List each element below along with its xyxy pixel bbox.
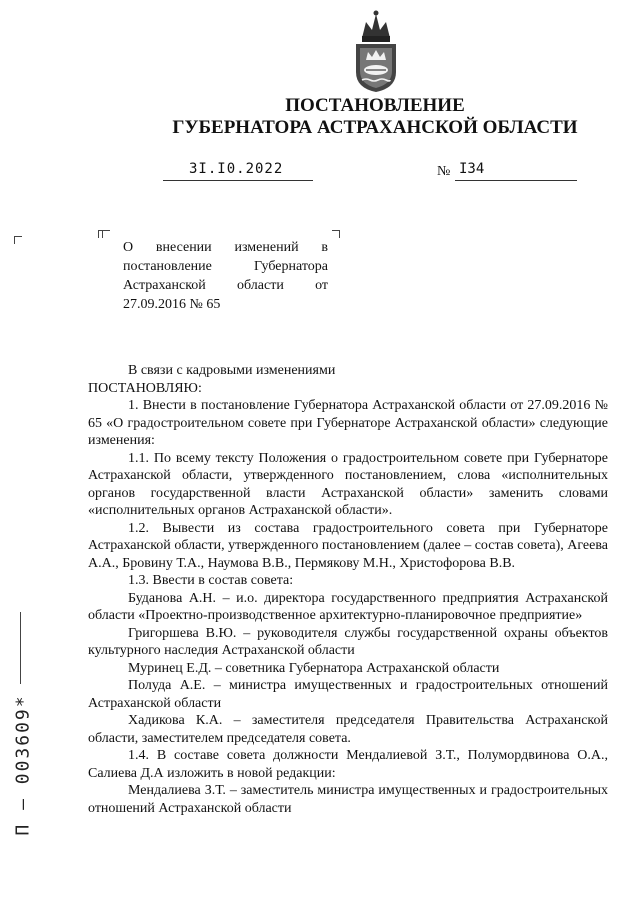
corner-mark: [332, 230, 340, 238]
corner-mark: [14, 236, 22, 244]
document-body: [88, 362, 608, 817]
document-title-line2: ГУБЕРНАТОРА АСТРАХАНСКОЙ ОБЛАСТИ: [172, 117, 578, 138]
paragraph: Мендалиева З.Т. – заместитель министра имущественных и градостроительных отношений Астраханской области: [88, 783, 608, 816]
paragraph: 1.4. В составе совета должности Мендалиевой З.Т., Полумордвинова О.А., Салиева Д.А изложить в новой редакции:: [88, 748, 608, 781]
corner-mark: [102, 230, 110, 238]
margin-rule: [20, 612, 21, 684]
date-field: [163, 160, 313, 181]
paragraph: Полуда А.Е. – министра имущественных и градостроительных отношений Астраханской области: [88, 678, 608, 711]
paragraph: 1.1. По всему тексту Положения о градостроительном совете при Губернаторе Астраханской области, утвержденного постановлением, слова «исполнительных органов государственной власти Астраханской области» заменить словами «исполнительных органов Астраханской области».: [88, 450, 608, 518]
preamble: В связи с кадровыми изменениями: [128, 363, 336, 378]
number-label: №: [437, 164, 451, 179]
decree-word: ПОСТАНОВЛЯЮ:: [88, 380, 202, 396]
paragraph: Хадикова К.А. – заместителя председателя Правительства Астраханской области, заместителем председателя совета.: [88, 713, 608, 746]
paragraph: Григоршева В.Ю. – руководителя службы государственной охраны объектов культурного наследия Астраханской области: [88, 625, 608, 658]
paragraph: 1.3. Ввести в состав совета:: [128, 573, 294, 588]
number-field: [455, 160, 577, 181]
document-title-line1: ПОСТАНОВЛЕНИЕ: [285, 95, 465, 116]
document-date: 3I.I0.2022: [189, 161, 284, 177]
coat-of-arms-emblem: [348, 8, 404, 94]
paragraph: Буданова А.Н. – и.о. директора государственного предприятия Астраханской области «Проектно-производственное архитектурно-планировочное предприятие»: [88, 590, 608, 623]
paragraph: 1. Внести в постановление Губернатора Астраханской области от 27.09.2016 № 65 «О градостроительном совете при Губернаторе Астраханской области» следующие изменения:: [88, 398, 608, 448]
document-subject: О внесении изменений в постановление Губернатора Астраханской области от 27.09.2016 № 65: [123, 240, 328, 312]
registration-code-text: П – 003609*: [12, 694, 34, 836]
paragraph: 1.2. Вывести из состава градостроительного совета при Губернаторе Астраханской области, утвержденного постановлением (далее – состав совета), Агеева А.А., Бровину Т.А., Наумова В.В., Пермякову М.Н., Христофорова В.В.: [88, 520, 608, 571]
document-number: I34: [459, 161, 485, 177]
registration-code: [2, 690, 44, 840]
paragraph: Муринец Е.Д. – советника Губернатора Астраханской области: [128, 660, 500, 676]
